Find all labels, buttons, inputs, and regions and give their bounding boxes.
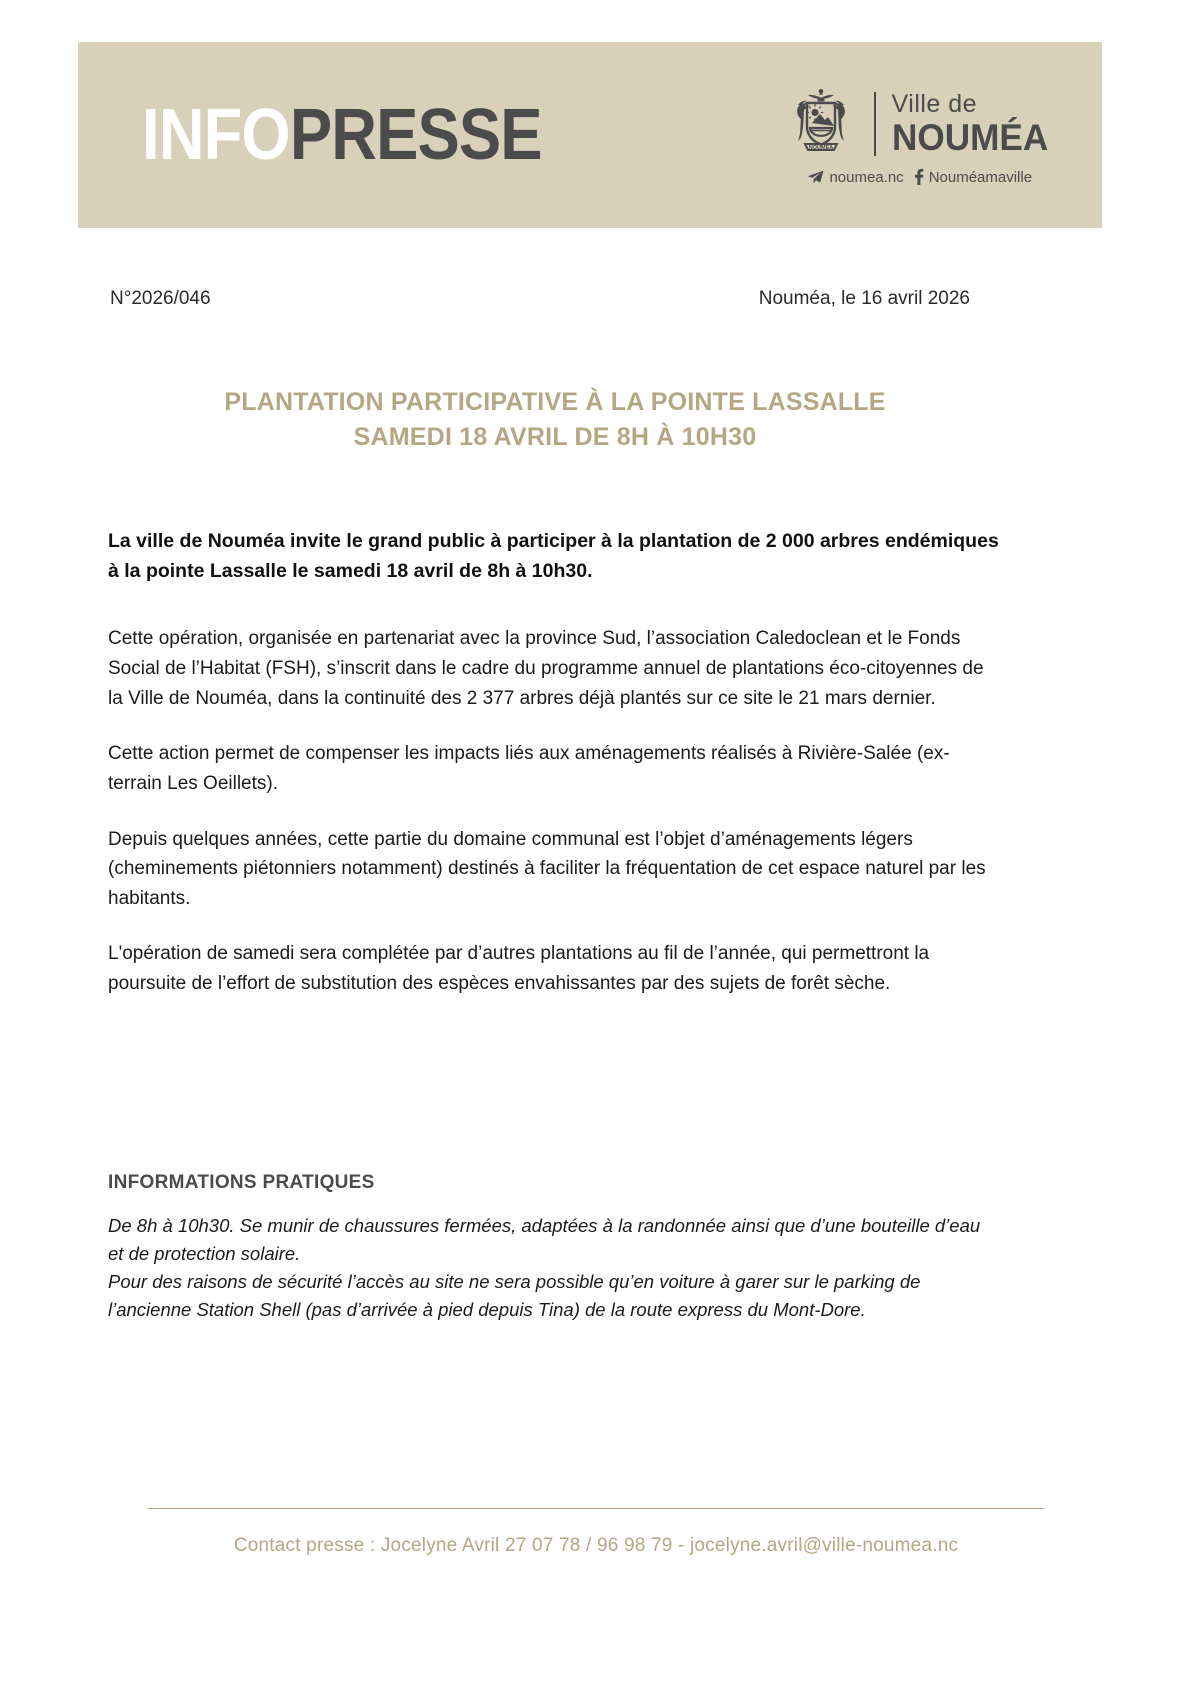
footer-divider bbox=[148, 1508, 1044, 1509]
body-paragraph: L'opération de samedi sera complétée par d’autres plantations au fil de l’année, qui permettront la poursuite de l’effort de substitution des espèces envahissantes par des sujets de forêt sèche. bbox=[108, 943, 930, 995]
body-paragraph: Cette opération, organisée en partenariat avec la province Sud, l’association Caledoclean et le Fonds Social de l’Habitat (FSH), s’inscrit dans le cadre du programme annuel de plantations éco-citoyennes de la Ville de Nouméa, dans la continuité des 2 377 arbres déjà plantés sur ce site le 21 mars dernier. bbox=[108, 628, 984, 709]
page-title-line-2: SAMEDI 18 AVRIL DE 8H À 10H30 bbox=[353, 422, 757, 451]
page-title-line-1: PLANTATION PARTICIPATIVE À LA POINTE LASSALLE bbox=[224, 388, 886, 416]
infopresse-logo bbox=[142, 95, 542, 175]
body-paragraph: Cette action permet de compenser les impacts liés aux aménagements réalisés à Rivière-Salée (ex-terrain Les Oeillets). bbox=[108, 743, 950, 794]
lead-paragraph: La ville de Nouméa invite le grand public à participer à la plantation de 2 000 arbres endémiques à la pointe Lassalle le samedi 18 avril de 8h à 10h30. bbox=[108, 530, 999, 583]
logo-social-row bbox=[807, 169, 1032, 186]
page-title bbox=[110, 385, 1000, 454]
practical-info-line-2: Pour des raisons de sécurité l’accès au site ne sera possible qu’en voiture à garer sur le parking de l’ancienne Station Shell (pas d’arrivée à pied depuis Tina) de la route express du Mont-Dore. bbox=[108, 1271, 921, 1321]
paper-plane-icon bbox=[807, 170, 824, 184]
footer bbox=[0, 1508, 1192, 1557]
website-link[interactable] bbox=[807, 169, 903, 186]
body-content bbox=[108, 526, 1000, 1025]
facebook-link[interactable] bbox=[913, 169, 1032, 186]
ville-logo-top bbox=[784, 85, 1056, 163]
place-and-date: Nouméa, le 16 avril 2026 bbox=[758, 288, 970, 309]
website-label: noumea.nc bbox=[829, 168, 904, 186]
ville-logo-wordmark bbox=[891, 89, 1056, 158]
ville-de-noumea-logo bbox=[784, 85, 1056, 186]
infopresse-logo-presse: PRESSE bbox=[289, 95, 542, 175]
facebook-label: Nouméamaville bbox=[928, 168, 1033, 186]
noumea-label: NOUMÉA bbox=[891, 116, 1048, 158]
logo-divider bbox=[874, 92, 876, 156]
body-paragraph: Depuis quelques années, cette partie du domaine communal est l’objet d’aménagements légers (cheminements piétonniers notamment) destinés à faciliter la fréquentation de cet espace naturel par les habitants. bbox=[108, 828, 986, 909]
noumea-coat-of-arms-icon bbox=[784, 85, 858, 163]
facebook-icon bbox=[913, 169, 924, 185]
practical-info-line-1: De 8h à 10h30. Se munir de chaussures fermées, adaptées à la randonnée ainsi que d’une bouteille d’eau et de protection solaire. bbox=[108, 1215, 981, 1265]
practical-info-body bbox=[108, 1212, 1000, 1324]
footer-contact: Contact presse : Jocelyne Avril 27 07 78 / 96 98 79 - jocelyne.avril@ville-noumea.nc bbox=[233, 1535, 959, 1556]
practical-info-heading: INFORMATIONS PRATIQUES bbox=[108, 1172, 375, 1193]
reference-number: N°2026/046 bbox=[110, 288, 211, 309]
infopresse-logo-info: INFO bbox=[142, 95, 290, 175]
svg-text:NOUMEA: NOUMEA bbox=[808, 144, 833, 151]
practical-info-section bbox=[108, 1172, 1000, 1324]
meta-row bbox=[110, 288, 970, 310]
ville-de-label: Ville de bbox=[891, 89, 978, 118]
header-band bbox=[78, 42, 1102, 228]
